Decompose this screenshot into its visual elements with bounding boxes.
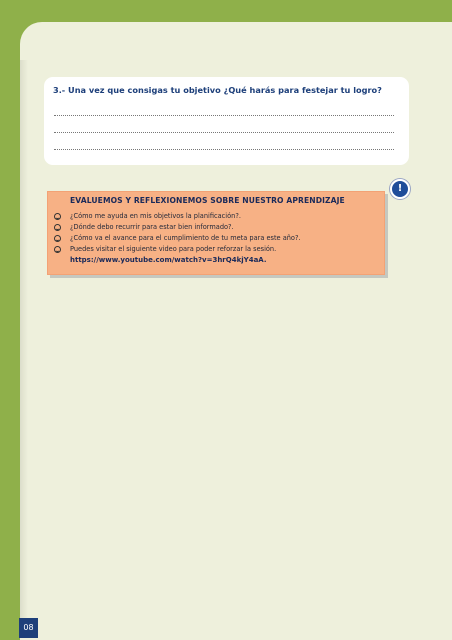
- list-item-text: ¿Cómo va el avance para el cumplimiento de tu meta para este año?.: [70, 234, 301, 242]
- list-item-text: Puedes visitar el siguiente video para poder reforzar la sesión.: [70, 245, 277, 253]
- page-edge-shadow: [20, 60, 28, 620]
- list-item: [54, 222, 301, 233]
- question-card: [44, 77, 409, 165]
- smiley-icon: [54, 235, 61, 242]
- list-item: [54, 211, 301, 222]
- page-number: 08: [19, 618, 38, 638]
- smiley-icon: [54, 246, 61, 253]
- question-text: 3.- Una vez que consigas tu objetivo ¿Qué harás para festejar tu logro?: [53, 85, 382, 95]
- list-item-text: ¿Dónde debo recurrir para estar bien informado?.: [70, 223, 234, 231]
- answer-line[interactable]: [54, 149, 394, 150]
- reflection-title: EVALUEMOS Y REFLEXIONEMOS SOBRE NUESTRO APRENDIZAJE: [70, 196, 345, 205]
- answer-line[interactable]: [54, 115, 394, 116]
- list-item: [54, 233, 301, 244]
- exclamation-icon: !: [390, 179, 410, 199]
- reflection-list: [54, 211, 301, 266]
- answer-line[interactable]: [54, 132, 394, 133]
- reflection-box: [47, 191, 385, 275]
- smiley-icon: [54, 213, 61, 220]
- video-link[interactable]: https://www.youtube.com/watch?v=3hrQ4kjY4aA.: [70, 256, 267, 264]
- page-tab: [36, 22, 452, 42]
- list-item-text: ¿Cómo me ayuda en mis objetivos la planificación?.: [70, 212, 241, 220]
- list-item: [54, 244, 301, 266]
- smiley-icon: [54, 224, 61, 231]
